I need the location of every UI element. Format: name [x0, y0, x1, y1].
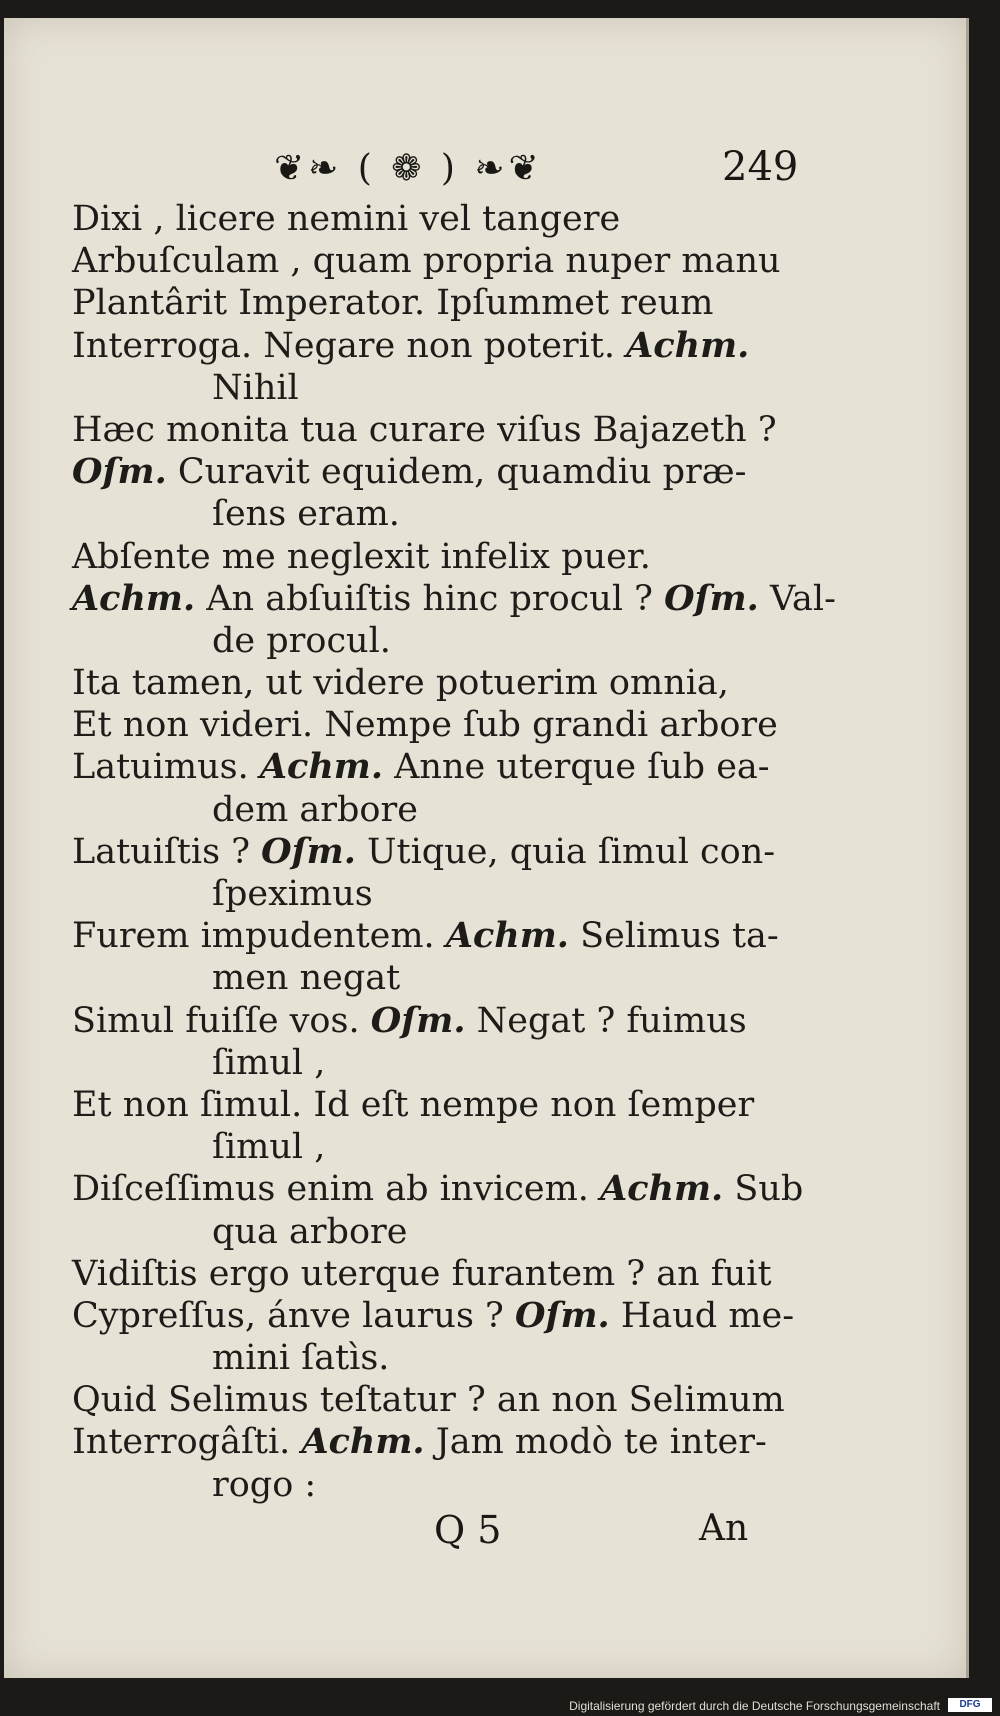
- line-text: Sub: [734, 1169, 804, 1210]
- line-text: Interroga. Negare non poterit.: [72, 325, 616, 366]
- line-text: Latuimus.: [72, 747, 249, 788]
- text-line: [72, 789, 792, 831]
- line-text: dem arbore: [212, 789, 418, 830]
- text-line: [72, 1294, 795, 1337]
- line-text: Interrogâſti.: [72, 1422, 291, 1463]
- speaker-name: Achm.: [600, 1168, 724, 1210]
- text-line: [72, 1000, 792, 1042]
- line-text: Et non ſimul. Id eſt nempe non ſemper: [72, 1084, 755, 1125]
- text-line: [72, 198, 792, 240]
- line-text: Arbuſculam , quam propria nuper manu: [72, 241, 781, 282]
- line-text: Simul fuiſſe vos.: [72, 1000, 360, 1041]
- line-text: mini ſatìs.: [212, 1338, 390, 1379]
- speaker-name: Oſm.: [664, 577, 759, 619]
- line-text: Vidiſtis ergo uterque furantem ? an fuit: [72, 1253, 772, 1294]
- dfg-logo: DFG: [948, 1698, 992, 1712]
- speaker-name: Oſm.: [261, 830, 356, 872]
- line-text: de procul.: [212, 620, 391, 661]
- header-ornament: ❦❧ ( ❁ ) ❧❦: [274, 148, 543, 189]
- text-line: [72, 325, 792, 367]
- text-line: [72, 1421, 792, 1463]
- text-line: [72, 957, 792, 999]
- speaker-name: Achm.: [626, 324, 750, 366]
- text-line: [72, 1464, 792, 1506]
- line-text: Val-: [769, 578, 836, 619]
- speaker-name: Achm.: [301, 1421, 425, 1463]
- page-number: 249: [722, 144, 799, 190]
- line-text: Quid Selimus teſtatur ? an non Selimum: [72, 1380, 785, 1421]
- text-line: [72, 493, 792, 535]
- speaker-name: Achm.: [445, 915, 569, 957]
- line-text: Diſceſſimus enim ab invicem.: [72, 1169, 589, 1210]
- text-line: [72, 577, 836, 620]
- text-line: [72, 1253, 792, 1295]
- page-header: [4, 136, 966, 196]
- speaker-name: Achm.: [259, 746, 384, 788]
- text-line: [72, 282, 792, 324]
- line-text: An abſuiſtis hinc procul ?: [195, 578, 653, 619]
- text-line: [72, 746, 792, 788]
- text-line: [72, 1211, 792, 1253]
- text-line: [72, 915, 792, 957]
- text-line: [72, 1168, 804, 1210]
- line-text: Abſente me neglexit infelix puer.: [72, 536, 651, 577]
- digitization-banner: [0, 1695, 1000, 1715]
- line-text: Ita tamen, ut videre potuerim omnia,: [72, 663, 729, 704]
- speaker-name: Achm.: [72, 577, 196, 619]
- speaker-name: Oſm.: [514, 1294, 610, 1336]
- speaker-name: Oſm.: [72, 451, 167, 493]
- text-line: [72, 409, 792, 451]
- book-page: [4, 18, 969, 1678]
- line-text: ſens eram.: [212, 494, 400, 535]
- text-line: [72, 1042, 792, 1084]
- line-text: qua arbore: [212, 1211, 408, 1252]
- text-line: [72, 367, 792, 409]
- text-line: [72, 1084, 792, 1126]
- line-text: Haud me-: [620, 1295, 795, 1336]
- line-text: Furem impudentem.: [72, 916, 435, 957]
- line-text: ſpeximus: [212, 874, 373, 914]
- line-text: Latuiſtis ?: [72, 831, 250, 872]
- line-text: Et non videri. Nempe ſub grandi arbore: [72, 705, 778, 746]
- line-text: Utique, quia ſimul con-: [367, 831, 776, 872]
- page-footer: [4, 1508, 966, 1568]
- line-text: ſimul ,: [212, 1127, 326, 1168]
- speaker-name: Oſm.: [370, 999, 466, 1041]
- text-line: [72, 831, 792, 873]
- verse-text: [72, 198, 836, 1506]
- text-line: [72, 704, 792, 746]
- text-line: [72, 451, 792, 493]
- signature-mark: Q 5: [434, 1508, 502, 1552]
- line-text: Curavit equidem, quamdiu præ-: [166, 452, 747, 493]
- text-line: [72, 240, 792, 282]
- line-text: ſimul ,: [212, 1042, 326, 1083]
- line-text: Dixi , licere nemini vel tangere: [72, 199, 621, 239]
- line-text: Plantârit Imperator. Ipſummet reum: [72, 283, 714, 324]
- text-line: [72, 1379, 792, 1421]
- line-text: Selimus ta-: [580, 916, 779, 957]
- banner-text: Digitalisierung gefördert durch die Deutsche Forschungsgemeinschaft: [569, 1699, 940, 1713]
- text-line: [72, 1126, 792, 1168]
- text-line: [72, 662, 792, 704]
- line-text: rogo :: [212, 1464, 317, 1505]
- line-text: Anne uterque ſub ea-: [394, 747, 770, 788]
- text-line: [72, 1337, 792, 1379]
- text-line: [72, 536, 792, 578]
- line-text: Negat ? fuimus: [476, 1000, 747, 1041]
- catchword: An: [699, 1508, 749, 1549]
- line-text: Cypreſſus, ánve laurus ?: [72, 1295, 504, 1336]
- text-line: [72, 620, 792, 662]
- line-text: Jam modò te inter-: [435, 1422, 767, 1463]
- line-text: Nihil: [212, 367, 299, 408]
- line-text: Hæc monita tua curare viſus Bajazeth ?: [72, 409, 777, 450]
- text-line: [72, 873, 792, 915]
- line-text: men negat: [212, 958, 401, 999]
